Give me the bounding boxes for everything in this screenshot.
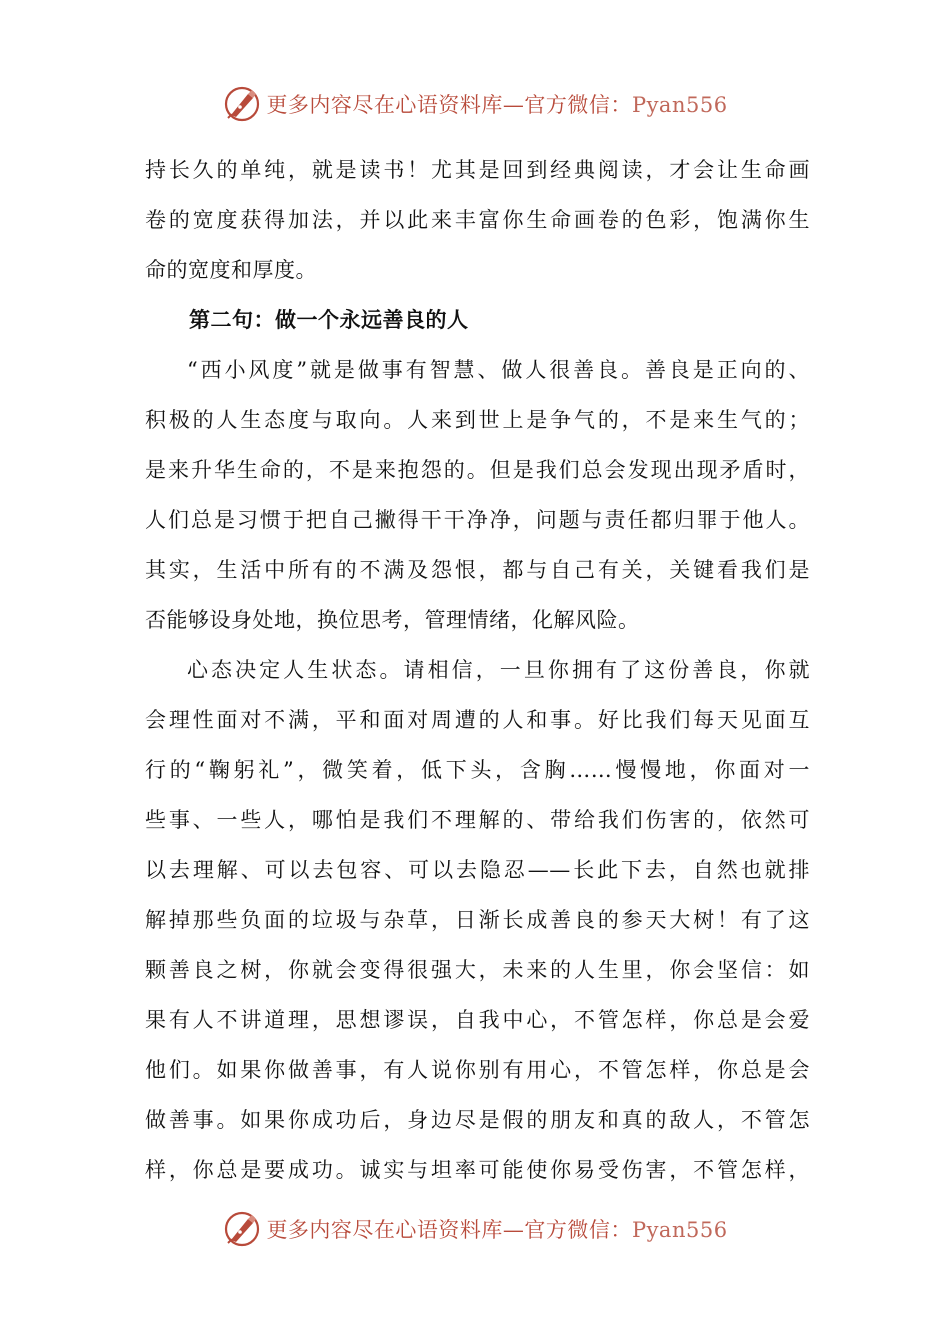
text-line: 积极的人生态度与取向。人来到世上是争气的，不是来生气的； [145, 408, 810, 432]
section-heading: 第二句：做一个永远善良的人 [189, 308, 469, 332]
watermark-text: 更多内容尽在心语资料库—官方微信： [266, 1218, 632, 1242]
text-line: 是来升华生命的，不是来抱怨的。但是我们总会发现出现矛盾时， [145, 458, 810, 482]
text-line: 心态决定人生状态。请相信，一旦你拥有了这份善良，你就 [187, 658, 810, 682]
text-line: 他们。如果你做善事，有人说你别有用心，不管怎样，你总是会 [145, 1058, 810, 1082]
text-line: 果有人不讲道理，思想谬误，自我中心，不管怎样，你总是会爱 [145, 1008, 810, 1032]
text-line: 些事、一些人，哪怕是我们不理解的、带给我们伤害的，依然可 [145, 808, 810, 832]
text-line: 卷的宽度获得加法，并以此来丰富你生命画卷的色彩，饱满你生 [145, 208, 810, 232]
text-line: 持长久的单纯，就是读书！尤其是回到经典阅读，才会让生命画 [145, 158, 810, 182]
wechat-id: Pyan556 [631, 1218, 728, 1242]
pen-nib-icon [222, 1209, 262, 1249]
text-line: 会理性面对不满，平和面对周遭的人和事。好比我们每天见面互 [145, 708, 810, 732]
text-line: 以去理解、可以去包容、可以去隐忍——长此下去，自然也就排 [145, 858, 810, 882]
header-watermark [0, 82, 950, 126]
text-line: 命的宽度和厚度。 [145, 258, 317, 282]
text-line: 样，你总是要成功。诚实与坦率可能使你易受伤害，不管怎样， [145, 1158, 810, 1182]
footer-watermark [0, 1207, 950, 1251]
pen-nib-icon [222, 84, 262, 124]
text-line: “西小风度”就是做事有智慧、做人很善良。善良是正向的、 [187, 358, 810, 382]
text-line: 行的“鞠躬礼”，微笑着，低下头，含胸……慢慢地，你面对一 [145, 758, 810, 782]
text-line: 颗善良之树，你就会变得很强大，未来的人生里，你会坚信：如 [145, 958, 810, 982]
text-line: 其实，生活中所有的不满及怨恨，都与自己有关，关键看我们是 [145, 558, 810, 582]
text-line: 解掉那些负面的垃圾与杂草，日渐长成善良的参天大树！有了这 [145, 908, 810, 932]
text-line: 做善事。如果你成功后，身边尽是假的朋友和真的敌人，不管怎 [145, 1108, 810, 1132]
text-line: 人们总是习惯于把自己撇得干干净净，问题与责任都归罪于他人。 [145, 508, 810, 532]
text-line: 否能够设身处地，换位思考，管理情绪，化解风险。 [145, 608, 640, 632]
document-body [145, 145, 810, 1195]
wechat-id: Pyan556 [631, 93, 728, 117]
watermark-text: 更多内容尽在心语资料库—官方微信： [266, 93, 632, 117]
